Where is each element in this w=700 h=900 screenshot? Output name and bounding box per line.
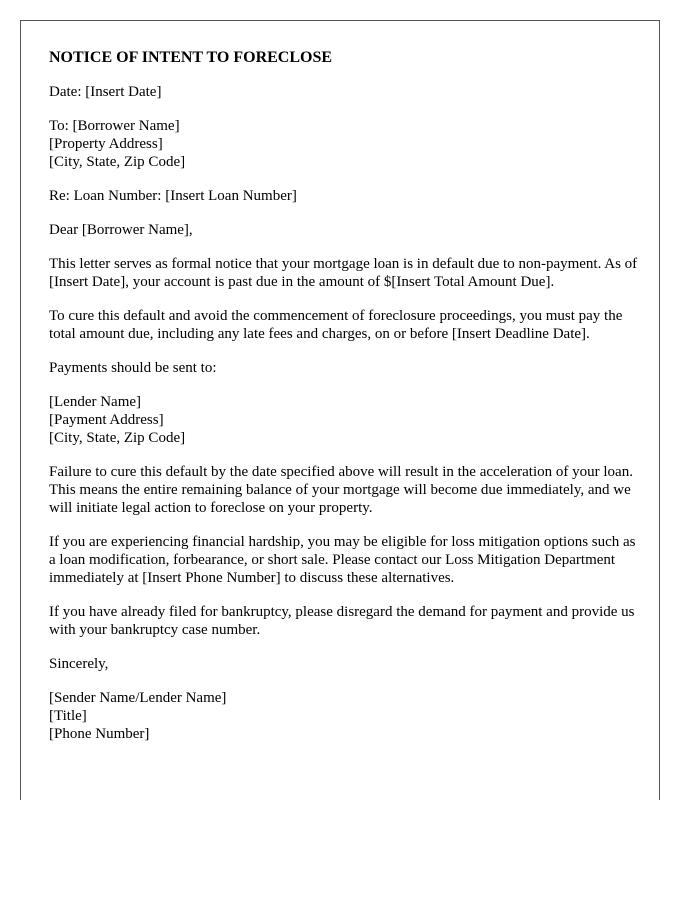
signature-title: [Title] (49, 708, 87, 724)
signature-block (49, 689, 639, 743)
hardship-paragraph: If you are experiencing financial hardship, you may be eligible for loss mitigation options such as a loan modification, forbearance, or short sale. Please contact our Loss Mitigation Department immediately at [Insert Phone Number] to discuss these alternatives. (49, 534, 636, 586)
recipient-property-address: [Property Address] (49, 136, 163, 152)
recipient-to-line: To: [Borrower Name] (49, 118, 180, 134)
recipient-city-state-zip: [City, State, Zip Code] (49, 154, 186, 170)
letter-body (49, 49, 639, 759)
payment-lender-name: [Lender Name] (49, 394, 142, 410)
failure-paragraph: Failure to cure this default by the date specified above will result in the acceleration of your loan. This means the entire remaining balance of your mortgage will become due immediately, and we will initiate legal action to foreclose on your property. (49, 464, 633, 516)
payments-intro: Payments should be sent to: (49, 360, 217, 376)
bankruptcy-paragraph: If you have already filed for bankruptcy, please disregard the demand for payment and provide us with your bankruptcy case number. (49, 604, 635, 638)
letter-title: NOTICE OF INTENT TO FORECLOSE (49, 49, 333, 66)
signature-name: [Sender Name/Lender Name] (49, 690, 227, 706)
payment-city-state-zip: [City, State, Zip Code] (49, 430, 186, 446)
payment-recipient-block (49, 393, 639, 447)
salutation: Dear [Borrower Name], (49, 222, 193, 238)
payment-address: [Payment Address] (49, 412, 164, 428)
recipient-block (49, 117, 639, 171)
signature-phone: [Phone Number] (49, 726, 150, 742)
re-line: Re: Loan Number: [Insert Loan Number] (49, 188, 297, 204)
default-paragraph: This letter serves as formal notice that your mortgage loan is in default due to non-payment. As of [Insert Date], your account is past due in the amount of $[Insert Total Amount Due]. (49, 256, 638, 290)
date-line: Date: [Insert Date] (49, 84, 162, 100)
cure-paragraph: To cure this default and avoid the commencement of foreclosure proceedings, you must pay the total amount due, including any late fees and charges, on or before [Insert Deadline Date]. (49, 308, 623, 342)
closing: Sincerely, (49, 656, 109, 672)
letter-page (20, 20, 660, 800)
